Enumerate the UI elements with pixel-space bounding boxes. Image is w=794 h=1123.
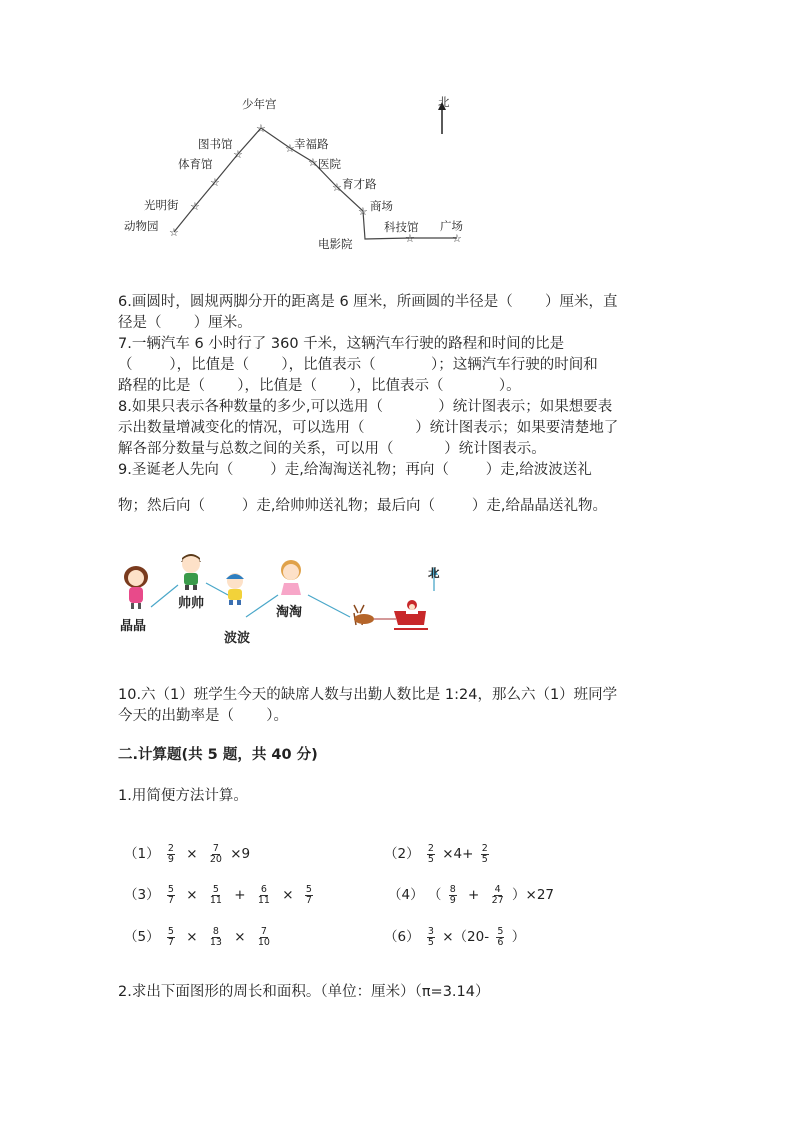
fraction: $\frac{2}{5}$ <box>427 842 434 865</box>
label-kejiguan: 科技馆 <box>384 220 419 234</box>
q10-line2: 今天的出勤率是（ ）。 <box>118 708 289 724</box>
fraction: $\frac{5}{7}$ <box>305 883 312 906</box>
label-tiyuguan: 体育馆 <box>178 157 213 171</box>
fraction: $\frac{7}{10}$ <box>257 925 270 948</box>
star-icon: ☆ <box>233 148 243 161</box>
calc-mid: ×4+ <box>442 846 474 862</box>
fraction: $\frac{5}{7}$ <box>167 883 174 906</box>
operator: × <box>186 887 198 903</box>
label-xingfulu: 幸福路 <box>294 137 329 151</box>
operator: × <box>234 929 246 945</box>
section2-q2: 2.求出下面图形的周长和面积。（单位：厘米）（π=3.14） <box>118 984 490 1000</box>
label-shangchang: 商场 <box>370 199 393 213</box>
star-icon: ☆ <box>210 176 220 189</box>
fraction: $\frac{4}{27}$ <box>491 883 504 906</box>
q6-line2: 径是（ ）厘米。 <box>118 315 252 331</box>
calc-label: （3） <box>124 887 160 903</box>
star-icon: ☆ <box>308 156 318 169</box>
calc-1 <box>124 842 250 865</box>
calc-tail: ） <box>511 929 526 945</box>
label-dongwuyuan: 动物园 <box>124 219 159 233</box>
north-label: 北 <box>438 95 450 109</box>
operator: × <box>186 929 198 945</box>
fraction: $\frac{5}{7}$ <box>167 925 174 948</box>
calc-5 <box>124 925 274 948</box>
label-tushuguan: 图书馆 <box>198 137 233 151</box>
calc-tail: ）×27 <box>512 887 555 903</box>
q8-line3: 解各部分数量与总数之间的关系，可以用（ ）统计图表示。 <box>118 441 546 457</box>
fraction: $\frac{5}{6}$ <box>497 925 504 948</box>
star-icon: ☆ <box>358 205 368 218</box>
q10-line1: 10.六（1）班学生今天的缺席人数与出勤人数比是 1:24，那么六（1）班同学 <box>118 687 618 703</box>
q6-line1: 6.画圆时，圆规两脚分开的距离是 6 厘米，所画圆的半径是（ ）厘米，直 <box>118 294 618 310</box>
calc-label: （6） <box>384 929 420 945</box>
fraction: $\frac{8}{9}$ <box>449 883 456 906</box>
star-icon: ☆ <box>452 232 462 245</box>
label-yucailu: 育才路 <box>342 177 377 191</box>
santa-sleigh-figure <box>350 597 430 639</box>
calc-label: （2） <box>384 846 420 862</box>
fraction: $\frac{8}{13}$ <box>209 925 222 948</box>
shuaishuai-label: 帅帅 <box>178 596 205 611</box>
section2-q1: 1.用简便方法计算。 <box>118 788 248 804</box>
calc-label: （5） <box>124 929 160 945</box>
fraction: $\frac{7}{20}$ <box>209 842 222 865</box>
label-guangchang: 广场 <box>440 219 463 233</box>
q8-line1: 8.如果只表示各种数量的多少,可以选用（ ）统计图表示；如果想要表 <box>118 399 613 415</box>
north-label-2: 北 <box>428 566 440 580</box>
star-icon: ☆ <box>190 200 200 213</box>
fraction: $\frac{2}{9}$ <box>167 842 174 865</box>
label-guangmingjie: 光明街 <box>144 198 179 212</box>
label-dianyingyuan: 电影院 <box>318 237 353 251</box>
bobo-figure <box>221 569 249 609</box>
taotao-figure <box>276 559 306 601</box>
calc-6 <box>384 925 525 948</box>
calc-2 <box>384 842 492 865</box>
operator: × <box>186 846 198 862</box>
label-yiyuan: 医院 <box>318 157 341 171</box>
calc-3 <box>124 883 316 906</box>
fraction: $\frac{6}{11}$ <box>257 883 270 906</box>
star-icon: ☆ <box>256 122 266 135</box>
section-heading: 二.计算题(共 5 题，共 40 分) <box>118 747 318 763</box>
q7-line3: 路程的比是（ ），比值是（ ），比值表示（ ）。 <box>118 378 521 394</box>
q7-line2: （ ），比值是（ ），比值表示（ ）；这辆汽车行驶的时间和 <box>118 357 598 373</box>
calc-tail: ×9 <box>230 846 251 862</box>
paren-open: （ <box>427 887 442 903</box>
fraction: $\frac{3}{5}$ <box>427 925 434 948</box>
q7-line1: 7.一辆汽车 6 小时行了 360 千米，这辆汽车行驶的路程和时间的比是 <box>118 336 565 352</box>
calc-label: （4） <box>388 887 424 903</box>
calc-mid: ×（20- <box>442 929 490 945</box>
star-icon: ☆ <box>332 181 342 194</box>
shuaishuai-figure <box>176 550 206 594</box>
calc-label: （1） <box>124 846 160 862</box>
jingjing-label: 晶晶 <box>120 619 147 634</box>
star-icon: ☆ <box>169 226 179 239</box>
star-icon: ☆ <box>405 232 415 245</box>
bobo-label: 波波 <box>224 631 251 646</box>
q9-line2: 物；然后向（ ）走,给帅帅送礼物；最后向（ ）走,给晶晶送礼物。 <box>118 498 607 514</box>
calc-4 <box>388 883 554 906</box>
fraction: $\frac{5}{11}$ <box>209 883 222 906</box>
operator: + <box>468 887 480 903</box>
operator: + <box>234 887 246 903</box>
route-map <box>118 90 478 260</box>
fraction: $\frac{2}{5}$ <box>481 842 488 865</box>
q8-line2: 示出数量增减变化的情况，可以选用（ ）统计图表示；如果要清楚地了 <box>118 420 619 436</box>
operator: × <box>282 887 294 903</box>
jingjing-figure <box>120 565 152 613</box>
taotao-label: 淘淘 <box>276 605 303 620</box>
label-shaoniangong: 少年宫 <box>242 97 277 111</box>
star-icon: ☆ <box>285 142 295 155</box>
q9-line1: 9.圣诞老人先向（ ）走,给淘淘送礼物；再向（ ）走,给波波送礼 <box>118 462 592 478</box>
santa-map <box>118 545 448 650</box>
